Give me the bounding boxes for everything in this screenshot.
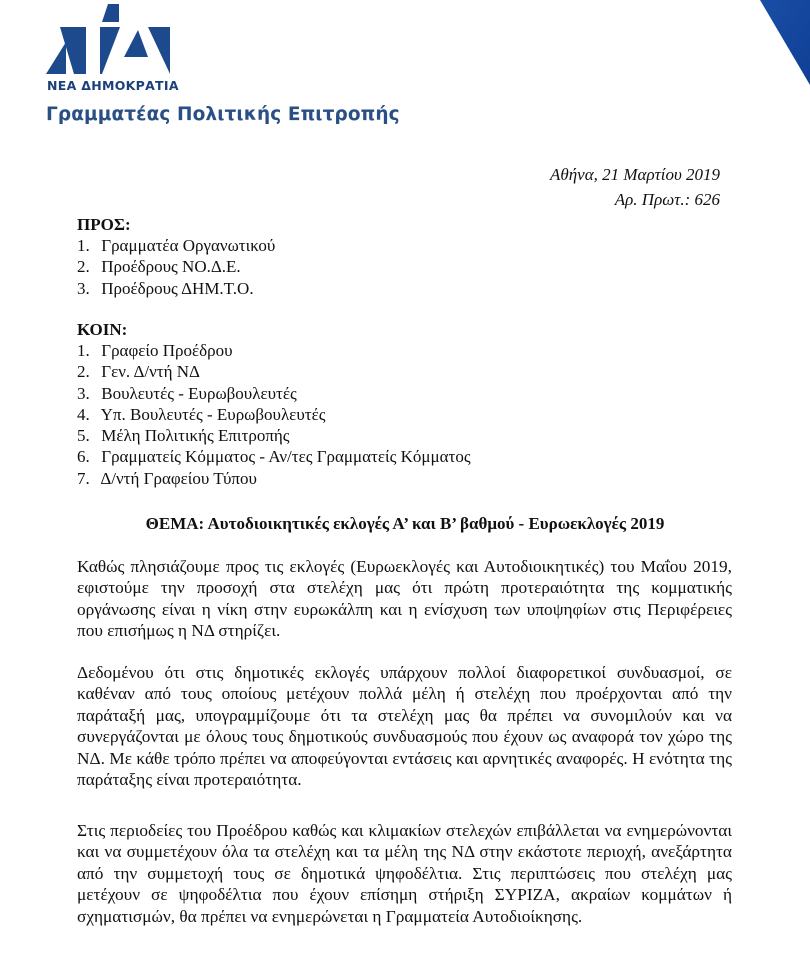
list-item: 7. Δ/ντή Γραφείου Τύπου — [77, 468, 257, 488]
list-item: 6. Γραμματείς Κόμματος - Αν/τες Γραμματείς Κόμματος — [77, 447, 471, 467]
protocol-number: Αρ. Πρωτ.: 626 — [614, 190, 720, 209]
party-name: ΝΕΑ ΔΗΜΟΚΡΑΤΙΑ — [47, 78, 179, 93]
document-meta — [550, 162, 720, 212]
body-paragraph: Στις περιοδείες του Προέδρου καθώς και κλιμακίων στελεχών επιβάλλεται να ενημερώνονται και να συμμετέχουν όλα τα στελέχη και τα μέλη της ΝΔ στην εκάστοτε περιοχή, ανεξάρτητα από την συμμετοχή τους σε δημοτικά ψηφοδέλτια. Στις περιπτώσεις που στελέχη μας μετέχουν σε ψηφοδέλτια που έχουν επίσημη στήριξη ΣΥΡΙΖΑ, ακραίων κομμάτων ή σχηματισμών, θα πρέπει να ενημερώνεται η Γραμματεία Αυτοδιοίκησης. — [77, 821, 732, 926]
recipients-to — [77, 214, 275, 299]
list-item: 4. Υπ. Βουλευτές - Ευρωβουλευτές — [77, 404, 326, 424]
list-item: 1. Γραμματέα Οργανωτικού — [77, 236, 276, 255]
nd-logo-icon — [44, 2, 176, 78]
corner-decoration — [750, 0, 810, 85]
place-date: Αθήνα, 21 Μαρτίου 2019 — [550, 165, 720, 184]
list-item: 1. Γραφείο Προέδρου — [77, 341, 233, 360]
cc-title: ΚΟΙΝ: — [77, 320, 128, 339]
body-paragraph: Δεδομένου ότι στις δημοτικές εκλογές υπάρχουν πολλοί διαφορετικοί συνδυασμοί, σε καθέναν από τους οποίους μετέχουν πολλά μέλη ή στελέχη που προέρχονται από την παράταξή μας, υπογραμμίζουμε ότι τα στελέχη μας θα πρέπει να συνομιλούν και να συνεργάζονται με όλους τους δημοτικούς συνδυασμούς που έχουν ως αναφορά τον χώρο της ΝΔ. Με κάθε τρόπο πρέπει να αποφεύγονται εντάσεις και αρνητικές αναφορές. Η ενότητα της παράταξης είναι προτεραιότητα. — [77, 663, 732, 790]
department-title: Γραμματέας Πολιτικής Επιτροπής — [46, 104, 400, 125]
body-paragraph: Καθώς πλησιάζουμε προς τις εκλογές (Ευρωεκλογές και Αυτοδιοικητικές) του Μαΐου 2019, εφιστούμε την προσοχή στα στελέχη μας ότι πρώτη προτεραιότητα της κομματικής οργάνωσης είναι η νίκη στην ευρωκάλπη και η ενίσχυση των υποψηφίων στις Περιφέρειες που επισήμως η ΝΔ στηρίζει. — [77, 557, 732, 641]
to-title: ΠΡΟΣ: — [77, 215, 131, 234]
recipients-cc — [77, 319, 471, 489]
list-item: 3. Προέδρους ΔΗΜ.Τ.Ο. — [77, 278, 254, 298]
list-item: 5. Μέλη Πολιτικής Επιτροπής — [77, 426, 290, 446]
list-item: 3. Βουλευτές - Ευρωβουλευτές — [77, 383, 297, 403]
list-item: 2. Προέδρους ΝΟ.Δ.Ε. — [77, 257, 241, 277]
list-item: 2. Γεν. Δ/ντή ΝΔ — [77, 362, 200, 382]
subject-line: ΘΕΜΑ: Αυτοδιοικητικές εκλογές Α’ και Β’ βαθμού - Ευρωεκλογές 2019 — [145, 514, 665, 533]
